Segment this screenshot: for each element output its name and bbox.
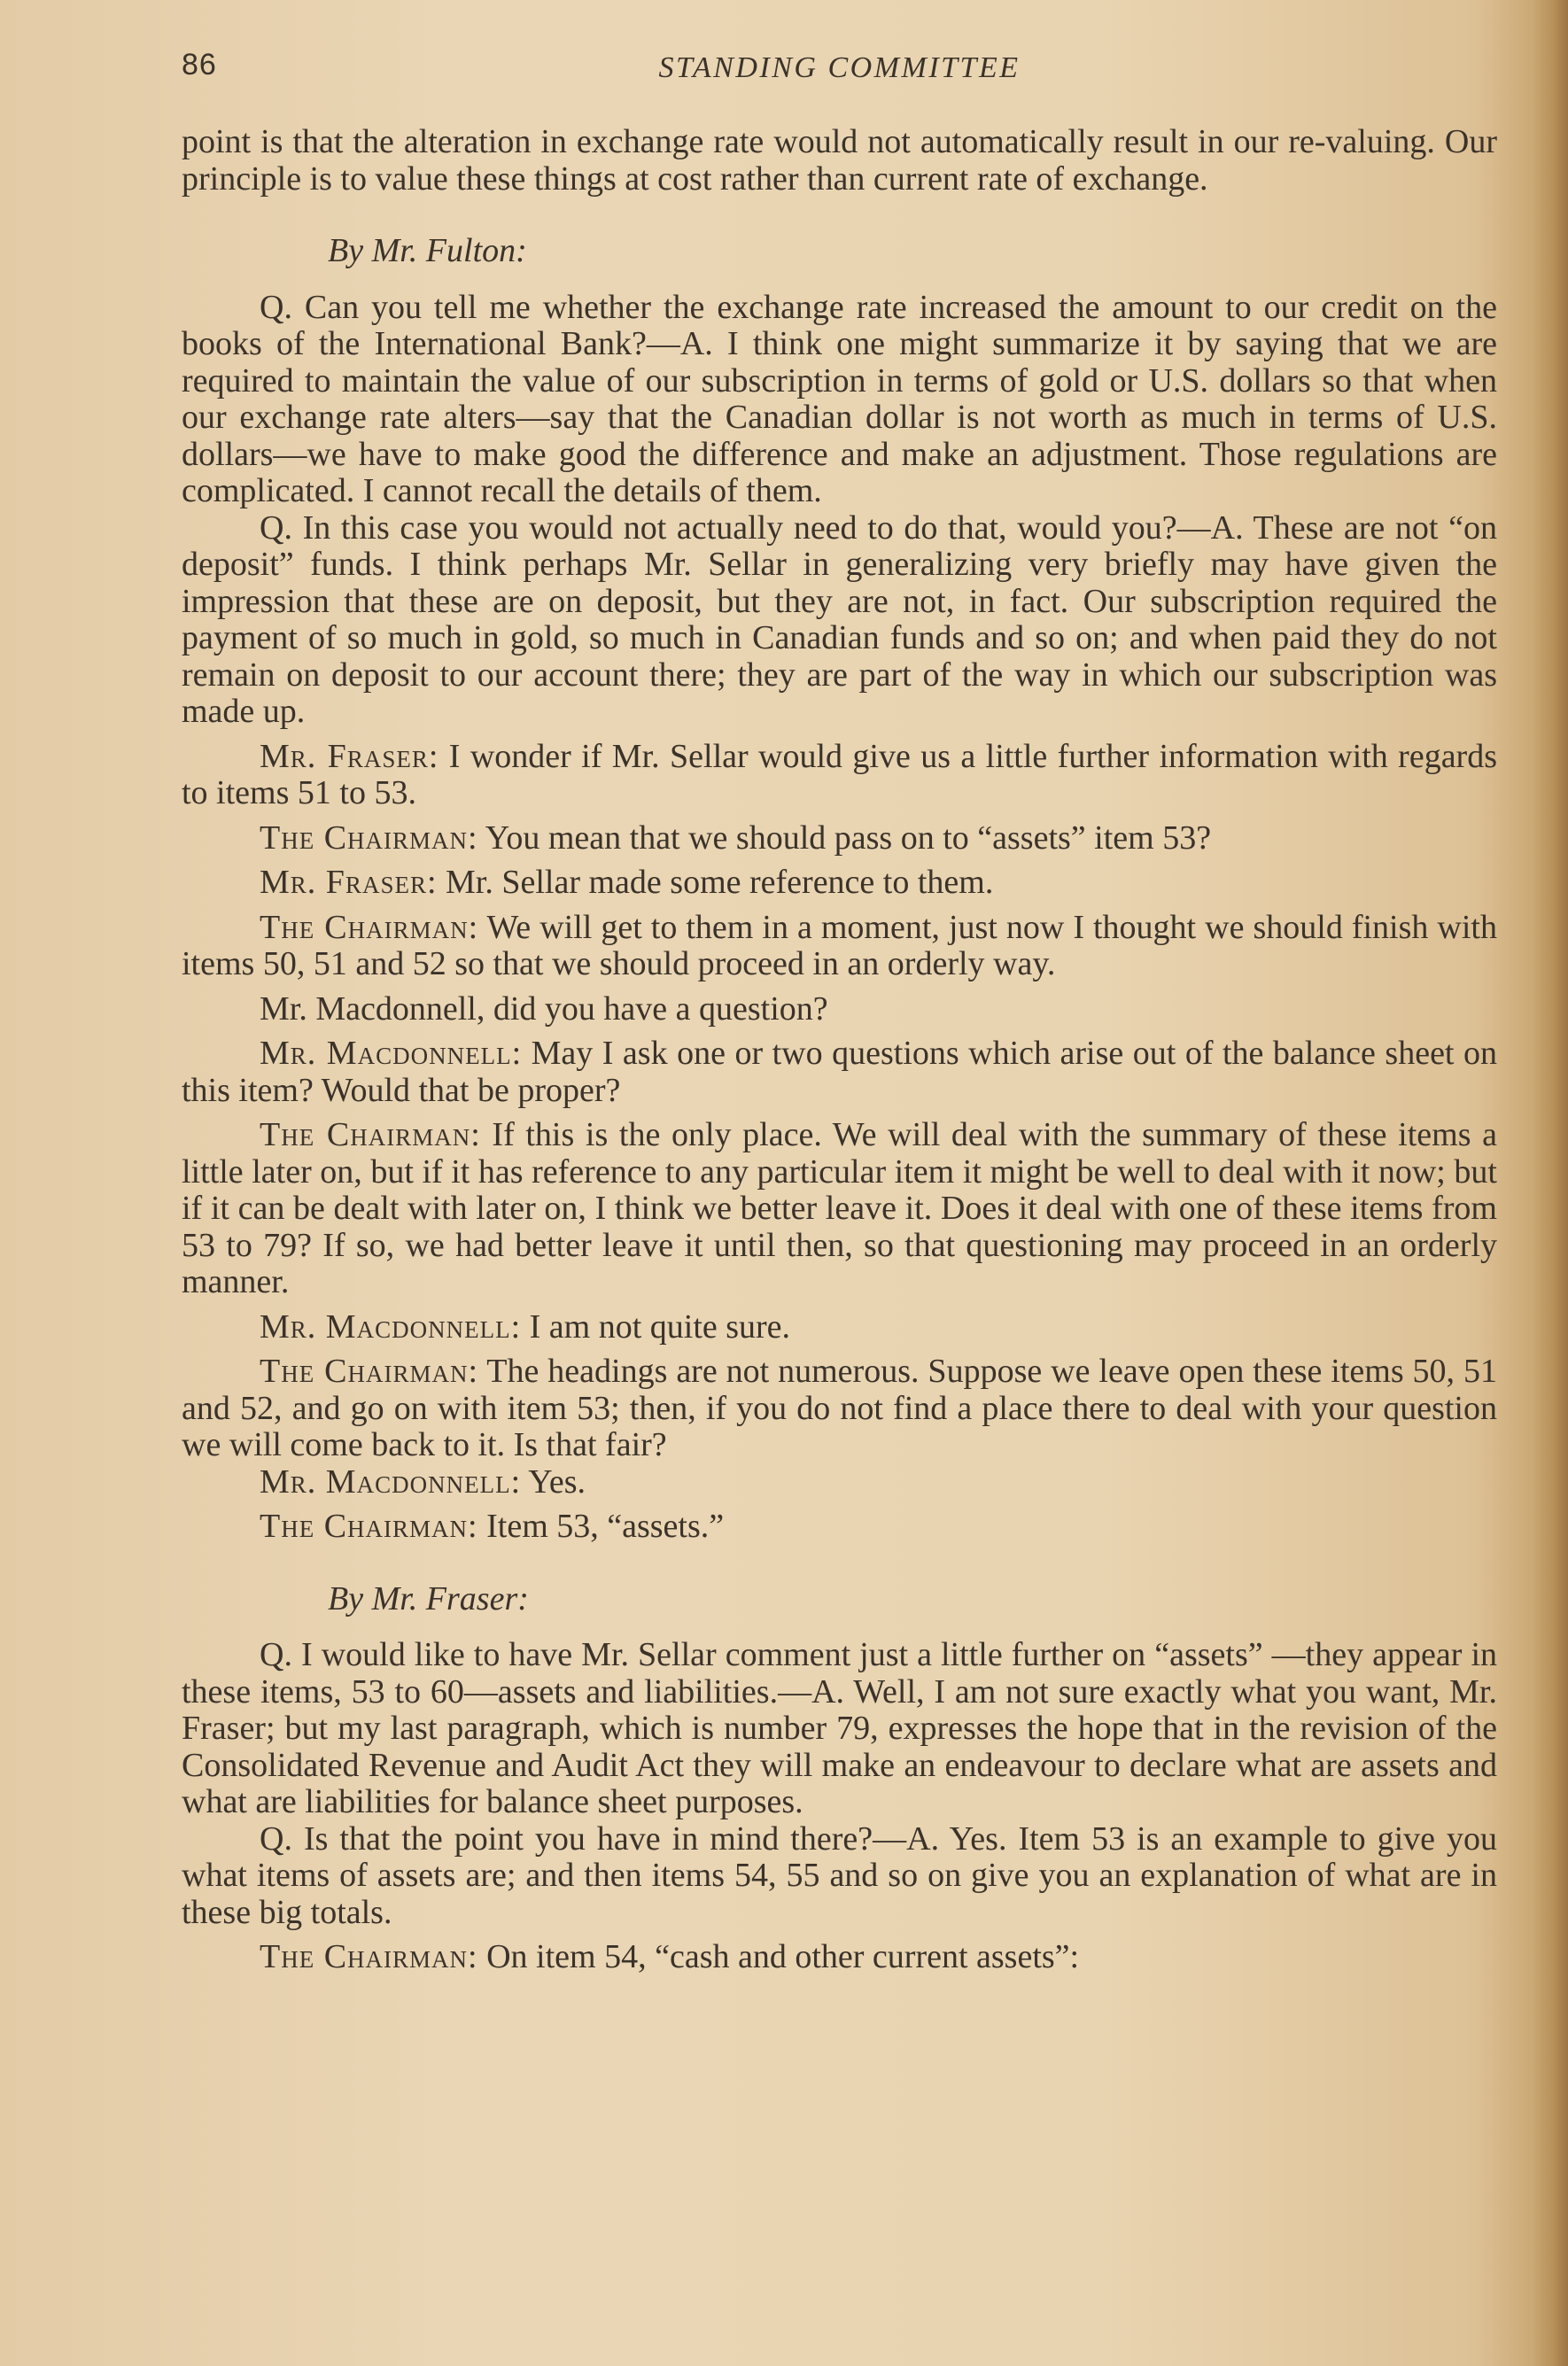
speaker-name: Mr. Macdonnell: [260, 1307, 522, 1346]
speaker-name: The Chairman: [260, 1353, 479, 1390]
speaker-name: Mr. Fraser: [260, 864, 438, 901]
page-header [182, 48, 1497, 101]
speaker-name: Mr. Macdonnell: [260, 1035, 523, 1072]
question-answer: Q. Can you tell me whether the exchange rate increased the amount to our credit on the books of the International Bank?—A. I think one might summarize it by saying that we are required to maintain the value of our subscription in terms of gold or U.S. dollars so that when our exchange rate alters—say that the Canadian dollar is not worth as much in terms of U.S. dollars—we have to make good the difference and make an adjustment. Those regulations are complicated. I cannot recall the details of them. [182, 288, 1497, 509]
speaker-remark: The Chairman: Item 53, “assets.” [260, 1508, 725, 1545]
section-heading: By Mr. Fraser: [328, 1579, 529, 1617]
speaker-remark: Mr. Fraser: I wonder if Mr. Sellar would give us a little further information with regards to items 51 to 53. [182, 737, 1498, 811]
section-heading: By Mr. Fulton: [328, 232, 527, 269]
plain-remark: Mr. Macdonnell, did you have a question? [260, 989, 828, 1028]
speaker-remark: The Chairman: We will get to them in a moment, just now I thought we should finish with items 50, 51 and 52 so that we should proceed in an orderly way. [182, 908, 1497, 982]
speaker-remark: Mr. Macdonnell: Yes. [260, 1462, 586, 1501]
running-head: STANDING COMMITTEE [658, 51, 1021, 84]
speaker-remark: The Chairman: On item 54, “cash and other current assets”: [260, 1938, 1080, 1975]
speaker-name: The Chairman: [260, 908, 479, 946]
page-body [182, 124, 1497, 1976]
speaker-name: The Chairman: [260, 818, 478, 857]
speaker-name: The Chairman: [260, 1116, 481, 1153]
speaker-name: The Chairman: [260, 1508, 478, 1545]
page-number: 86 [182, 48, 217, 81]
speaker-name: Mr. Macdonnell: [260, 1462, 522, 1501]
speaker-name: The Chairman: [260, 1938, 478, 1975]
question-answer: Q. In this case you would not actually need to do that, would you?—A. These are not “on deposit” funds. I think perhaps Mr. Sellar in generalizing very briefly may have given the impression that these are on deposit, but they are not, in fact. Our subscription required the payment of so much in gold, so much in Canadian funds and so on; and when paid they do not remain on deposit to our account there; they are part of the way in which our subscription was made up. [182, 508, 1497, 730]
paragraph-continuation: point is that the alteration in exchange rate would not automatically result in our re-valuing. Our principle is to value these things at cost rather than current rate of exchange. [182, 123, 1497, 198]
speaker-remark: Mr. Macdonnell: May I ask one or two questions which arise out of the balance sheet on this item? Would that be proper? [182, 1035, 1497, 1109]
question-answer: Q. Is that the point you have in mind there?—A. Yes. Item 53 is an example to give you what items of assets are; and then items 54, 55 and so on give you an explanation of what are in these big totals. [182, 1819, 1497, 1931]
speaker-remark: The Chairman: The headings are not numerous. Suppose we leave open these items 50, 51 and 52, and go on with item 53; then, if you do not find a place there to deal with your question we will come back to it. Is that fair? [182, 1353, 1497, 1463]
speaker-remark: Mr. Macdonnell: I am not quite sure. [260, 1307, 791, 1346]
speaker-remark: Mr. Fraser: Mr. Sellar made some reference to them. [260, 864, 994, 901]
speaker-name: Mr. Fraser: [260, 737, 439, 775]
question-answer: Q. I would like to have Mr. Sellar comment just a little further on “assets” —they appear in these items, 53 to 60—assets and liabilities.—A. Well, I am not sure exactly what you want, Mr. Fraser; but my last paragraph, which is number 79, expresses the hope that in the revision of the Consolidated Revenue and Audit Act they will make an endeavour to declare what are assets and what are liabilities for balance sheet purposes. [182, 1636, 1497, 1820]
speaker-remark: The Chairman: You mean that we should pass on to “assets” item 53? [260, 818, 1212, 857]
speaker-remark: The Chairman: If this is the only place. We will deal with the summary of these items a little later on, but if it has reference to any particular item it might be well to deal with it now; but if it can be dealt with later on, I think we better leave it. Does it deal with one of these items from 53 to 79? If so, we had better leave it until then, so that questioning may proceed in an orderly manner. [182, 1116, 1498, 1300]
page-binding-shadow [1533, 0, 1568, 2366]
